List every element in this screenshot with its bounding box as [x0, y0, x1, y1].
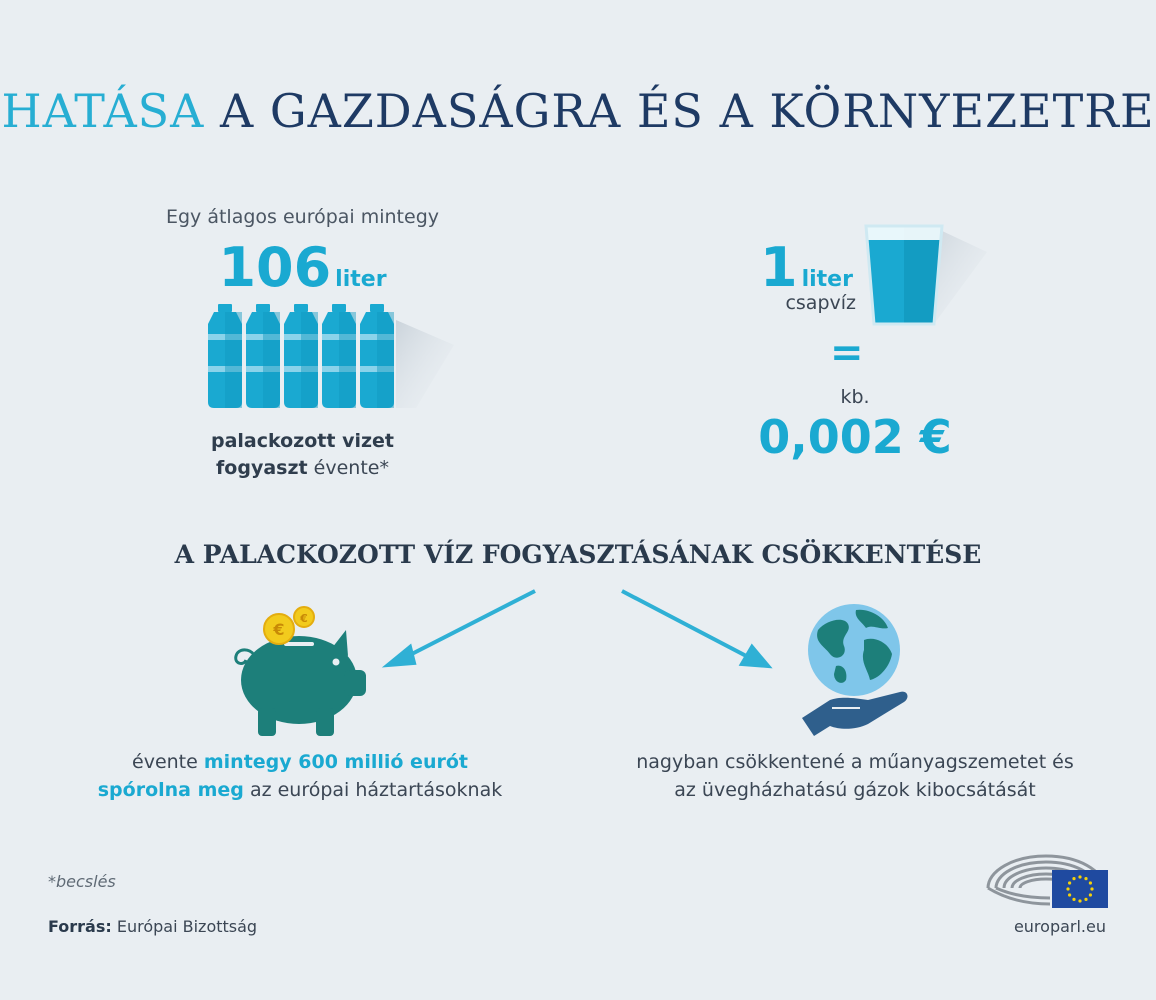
eu-star	[1072, 898, 1075, 901]
eu-star	[1072, 877, 1075, 880]
benefit-savings-h2: spórolna meg	[97, 779, 244, 801]
source-line	[48, 917, 257, 936]
svg-text:€: €	[273, 620, 285, 639]
svg-text:€: €	[300, 612, 308, 625]
water-glass-icon	[862, 222, 992, 332]
eu-star	[1089, 893, 1092, 896]
arrow-left	[402, 591, 535, 659]
caption-rest: évente*	[307, 457, 389, 479]
benefit-savings-p1: évente	[132, 751, 204, 773]
eu-star	[1084, 877, 1087, 880]
footnote: *becslés	[48, 872, 116, 891]
left-stat-intro: Egy átlagos európai mintegy	[165, 206, 440, 228]
bottle-row	[196, 300, 466, 415]
tap-water-label: csapvíz	[785, 292, 856, 314]
benefit-savings-p2: az európai háztartásoknak	[243, 779, 503, 801]
water-bottle-icon	[322, 304, 356, 408]
caption-bold-1: palackozott vizet	[210, 430, 394, 452]
source-value: Európai Bizottság	[111, 917, 258, 936]
benefit-environment	[620, 748, 1090, 804]
parliament-logo-icon	[984, 838, 1108, 910]
arrow-right	[622, 591, 752, 659]
water-bottle-icon	[284, 304, 318, 408]
globe-in-hand-icon	[796, 600, 916, 740]
left-stat-unit: liter	[335, 267, 387, 292]
piggy-bank-icon	[224, 600, 374, 740]
eu-star	[1090, 887, 1093, 890]
eu-star	[1078, 899, 1081, 902]
site-url: europarl.eu	[1013, 917, 1106, 936]
benefit-environment-line2: az üvegházhatású gázok kibocsátását	[674, 779, 1036, 801]
tap-water-price: 0,002 €	[758, 410, 952, 464]
equals-sign: =	[830, 330, 864, 376]
benefit-savings-h1: mintegy 600 millió eurót	[203, 751, 468, 773]
section-subheading: A PALACKOZOTT VÍZ FOGYASZTÁSÁNAK CSÖKKENTÉSE	[174, 540, 982, 569]
bottle-caption	[130, 428, 475, 482]
right-stat-amount	[760, 236, 853, 299]
eu-flag-icon	[1052, 870, 1108, 908]
benefit-environment-line1: nagyban csökkentené a műanyagszemetet és	[636, 751, 1074, 773]
arrows	[380, 585, 780, 675]
approx-label: kb.	[840, 386, 870, 408]
benefit-savings	[80, 748, 520, 804]
page-title	[0, 84, 1156, 138]
right-stat-unit: liter	[801, 267, 853, 292]
eu-star	[1089, 881, 1092, 884]
eu-star	[1084, 898, 1087, 901]
left-stat-amount	[130, 236, 475, 299]
eu-star	[1078, 875, 1081, 878]
arrow-right-head	[742, 647, 768, 666]
title-highlight: HATÁSA	[1, 84, 205, 138]
eu-star	[1068, 893, 1071, 896]
eu-star	[1066, 887, 1069, 890]
caption-bold-2: fogyaszt	[216, 457, 308, 479]
left-stat-number: 106	[218, 236, 332, 299]
eu-star	[1068, 881, 1071, 884]
bottle-shadow	[396, 320, 454, 408]
water-bottle-icon	[246, 304, 280, 408]
water-bottle-icon	[360, 304, 394, 408]
arrow-left-head	[388, 647, 414, 665]
title-rest: A GAZDASÁGRA ÉS A KÖRNYEZETRE	[220, 84, 1155, 138]
right-stat-number: 1	[760, 236, 798, 299]
source-label: Forrás:	[48, 917, 112, 936]
water-bottle-icon	[208, 304, 242, 408]
